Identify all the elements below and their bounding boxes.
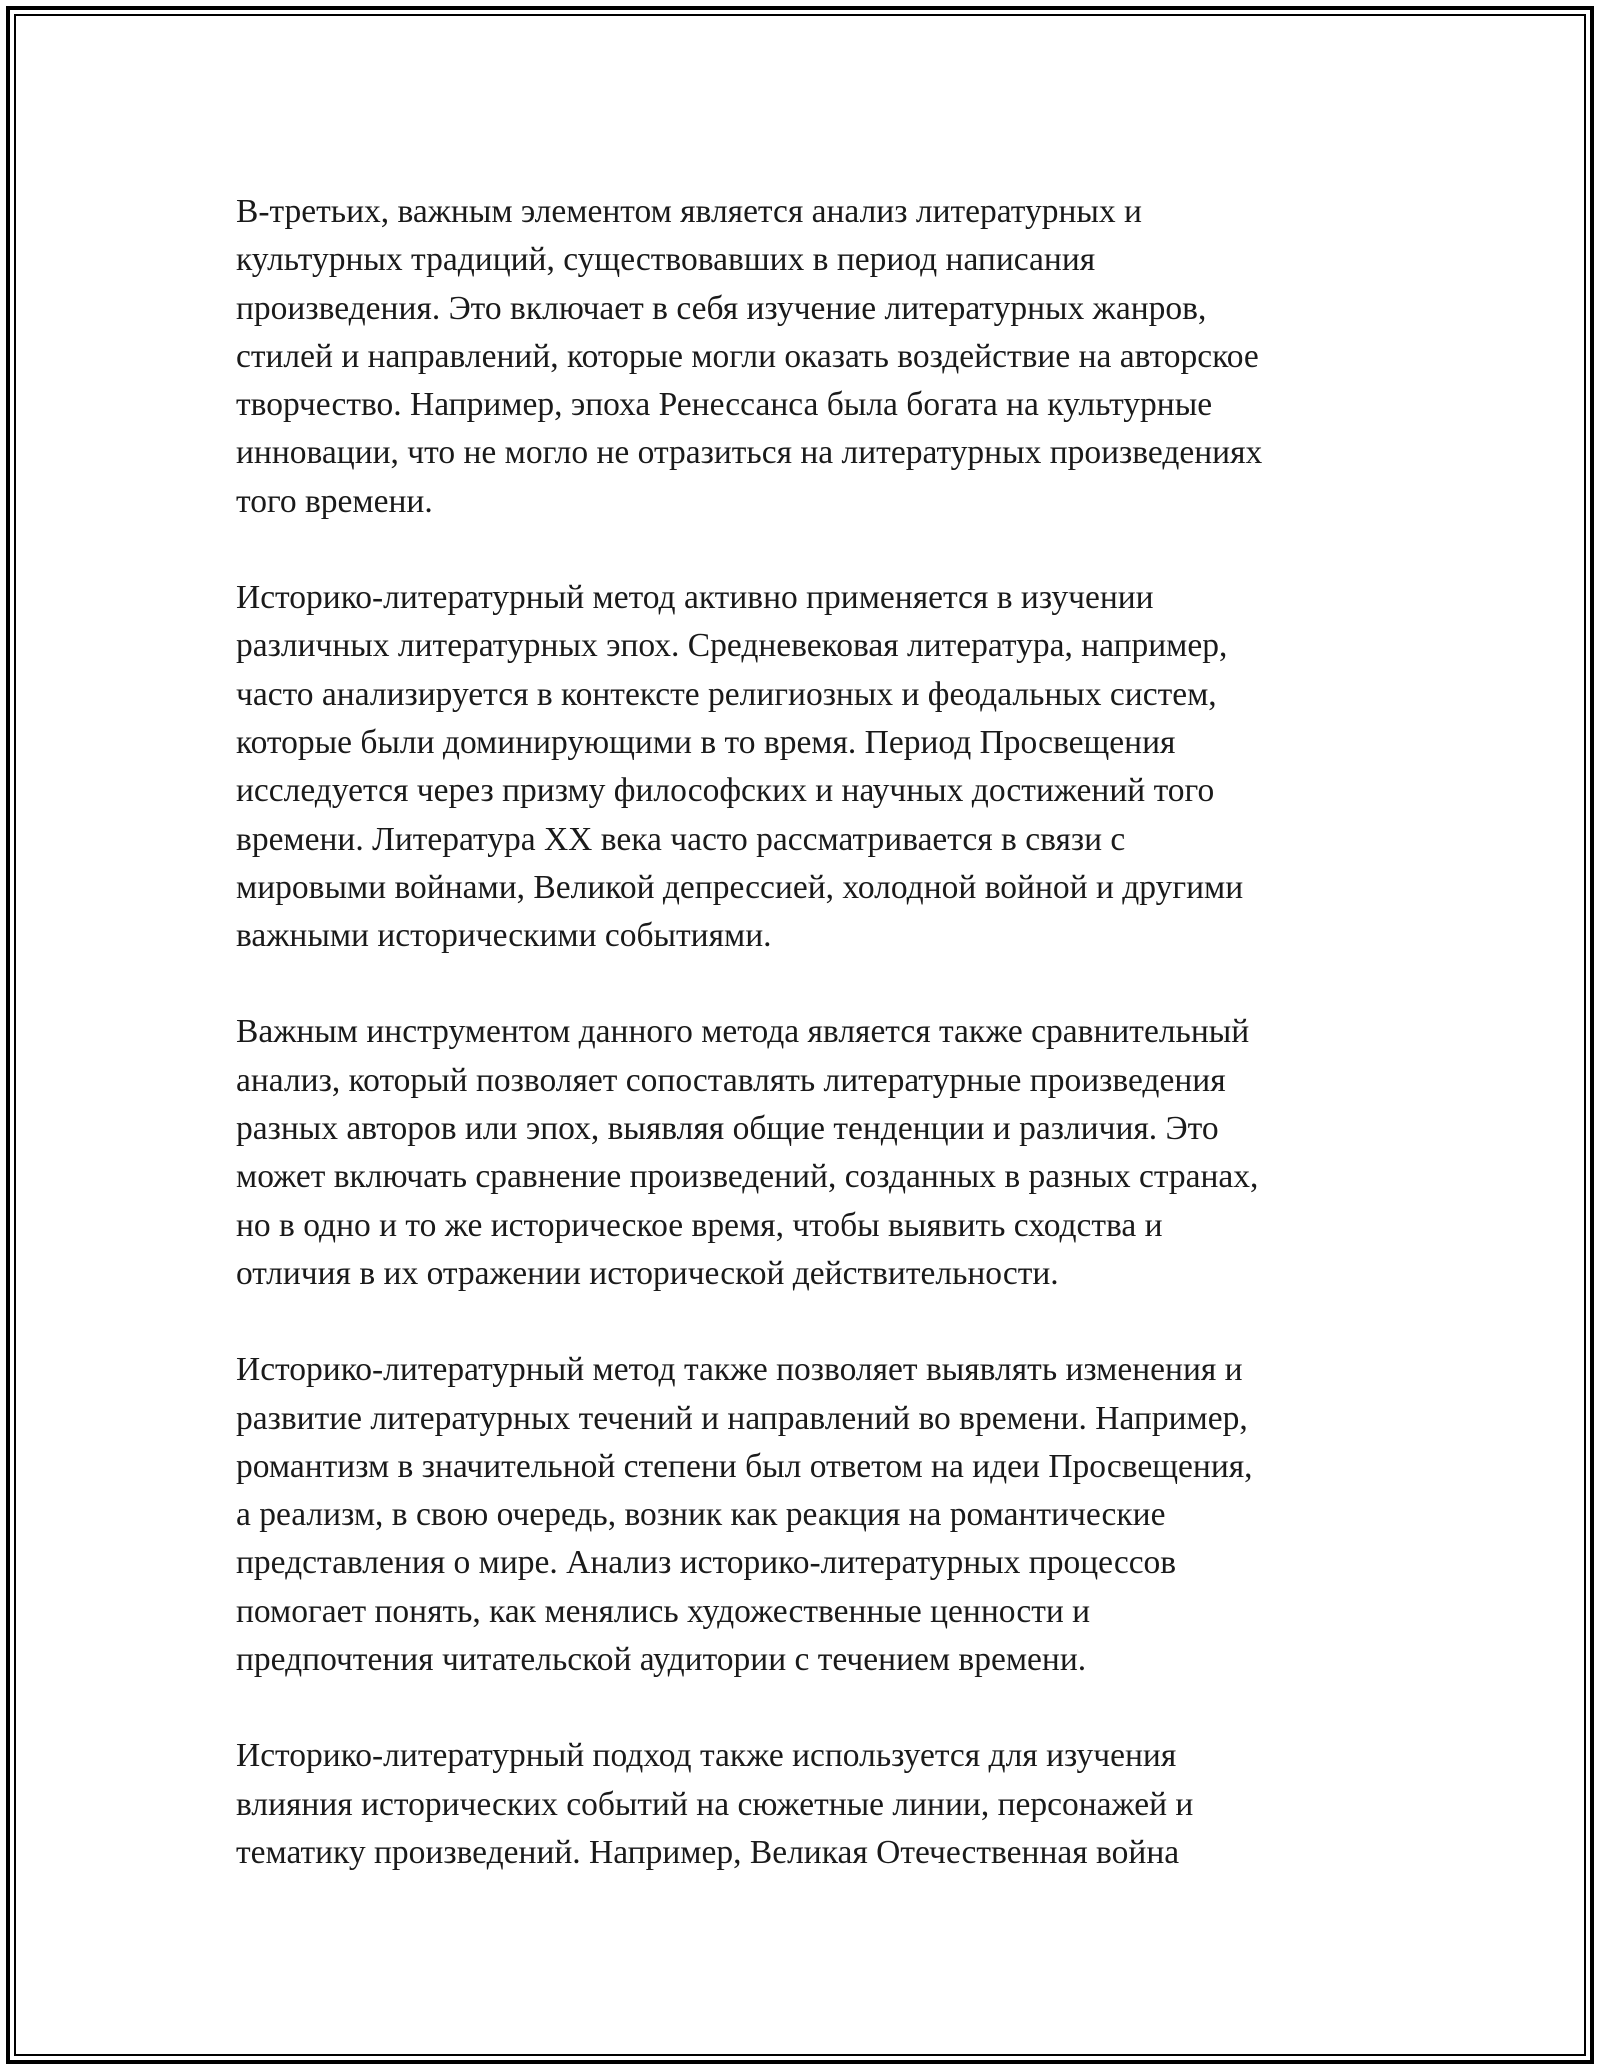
text-line: того времени. [236, 482, 433, 520]
text-line: часто анализируется в контексте религиозных и феодальных систем, [236, 675, 1217, 713]
text-line: развитие литературных течений и направлений во времени. Например, [236, 1399, 1248, 1437]
text-line: влияния исторических событий на сюжетные линии, персонажей и [236, 1785, 1194, 1823]
text-line: помогает понять, как менялись художественные ценности и [236, 1592, 1091, 1630]
text-line: Важным инструментом данного метода является также сравнительный [236, 1013, 1250, 1051]
text-line: а реализм, в свою очередь, возник как реакция на романтические [236, 1496, 1166, 1534]
text-line: произведения. Это включает в себя изучение литературных жанров, [236, 289, 1207, 327]
text-line: культурных традиций, существовавших в период написания [236, 241, 1096, 279]
text-line: представления о мире. Анализ историко-литературных процессов [236, 1544, 1177, 1582]
paragraph-1 [236, 188, 1386, 526]
text-line: Историко-литературный метод активно применяется в изучении [236, 579, 1154, 617]
text-line: Историко-литературный подход также используется для изучения [236, 1737, 1177, 1775]
text-line: Историко-литературный метод также позволяет выявлять изменения и [236, 1351, 1243, 1389]
text-line: романтизм в значительной степени был ответом на идеи Просвещения, [236, 1447, 1253, 1485]
text-line: отличия в их отражении исторической действительности. [236, 1254, 1059, 1292]
paragraph-5 [236, 1732, 1386, 1877]
text-line: предпочтения читательской аудитории с течением времени. [236, 1641, 1087, 1679]
text-line: исследуется через призму философских и научных достижений того [236, 772, 1215, 810]
text-line: тематику произведений. Например, Великая Отечественная война [236, 1833, 1180, 1871]
text-line: которые были доминирующими в то время. Период Просвещения [236, 723, 1176, 761]
text-line: но в одно и то же историческое время, чтобы выявить сходства и [236, 1206, 1163, 1244]
text-line: стилей и направлений, которые могли оказать воздействие на авторское [236, 337, 1259, 375]
text-line: анализ, который позволяет сопоставлять литературные произведения [236, 1061, 1226, 1099]
text-line: инновации, что не могло не отразиться на литературных произведениях [236, 434, 1263, 472]
paragraph-2 [236, 574, 1386, 960]
text-line: В-третьих, важным элементом является анализ литературных и [236, 193, 1142, 230]
document-body [236, 188, 1386, 1925]
text-line: времени. Литература XX века часто рассматривается в связи с [236, 820, 1126, 858]
text-line: различных литературных эпох. Средневековая литература, например, [236, 627, 1228, 665]
text-line: мировыми войнами, Великой депрессией, холодной войной и другими [236, 868, 1244, 906]
text-line: важными историческими событиями. [236, 917, 772, 955]
paragraph-4 [236, 1346, 1386, 1684]
paragraph-3 [236, 1008, 1386, 1298]
text-line: может включать сравнение произведений, созданных в разных странах, [236, 1158, 1259, 1196]
text-line: разных авторов или эпох, выявляя общие тенденции и различия. Это [236, 1110, 1219, 1148]
text-line: творчество. Например, эпоха Ренессанса была богата на культурные [236, 386, 1213, 424]
